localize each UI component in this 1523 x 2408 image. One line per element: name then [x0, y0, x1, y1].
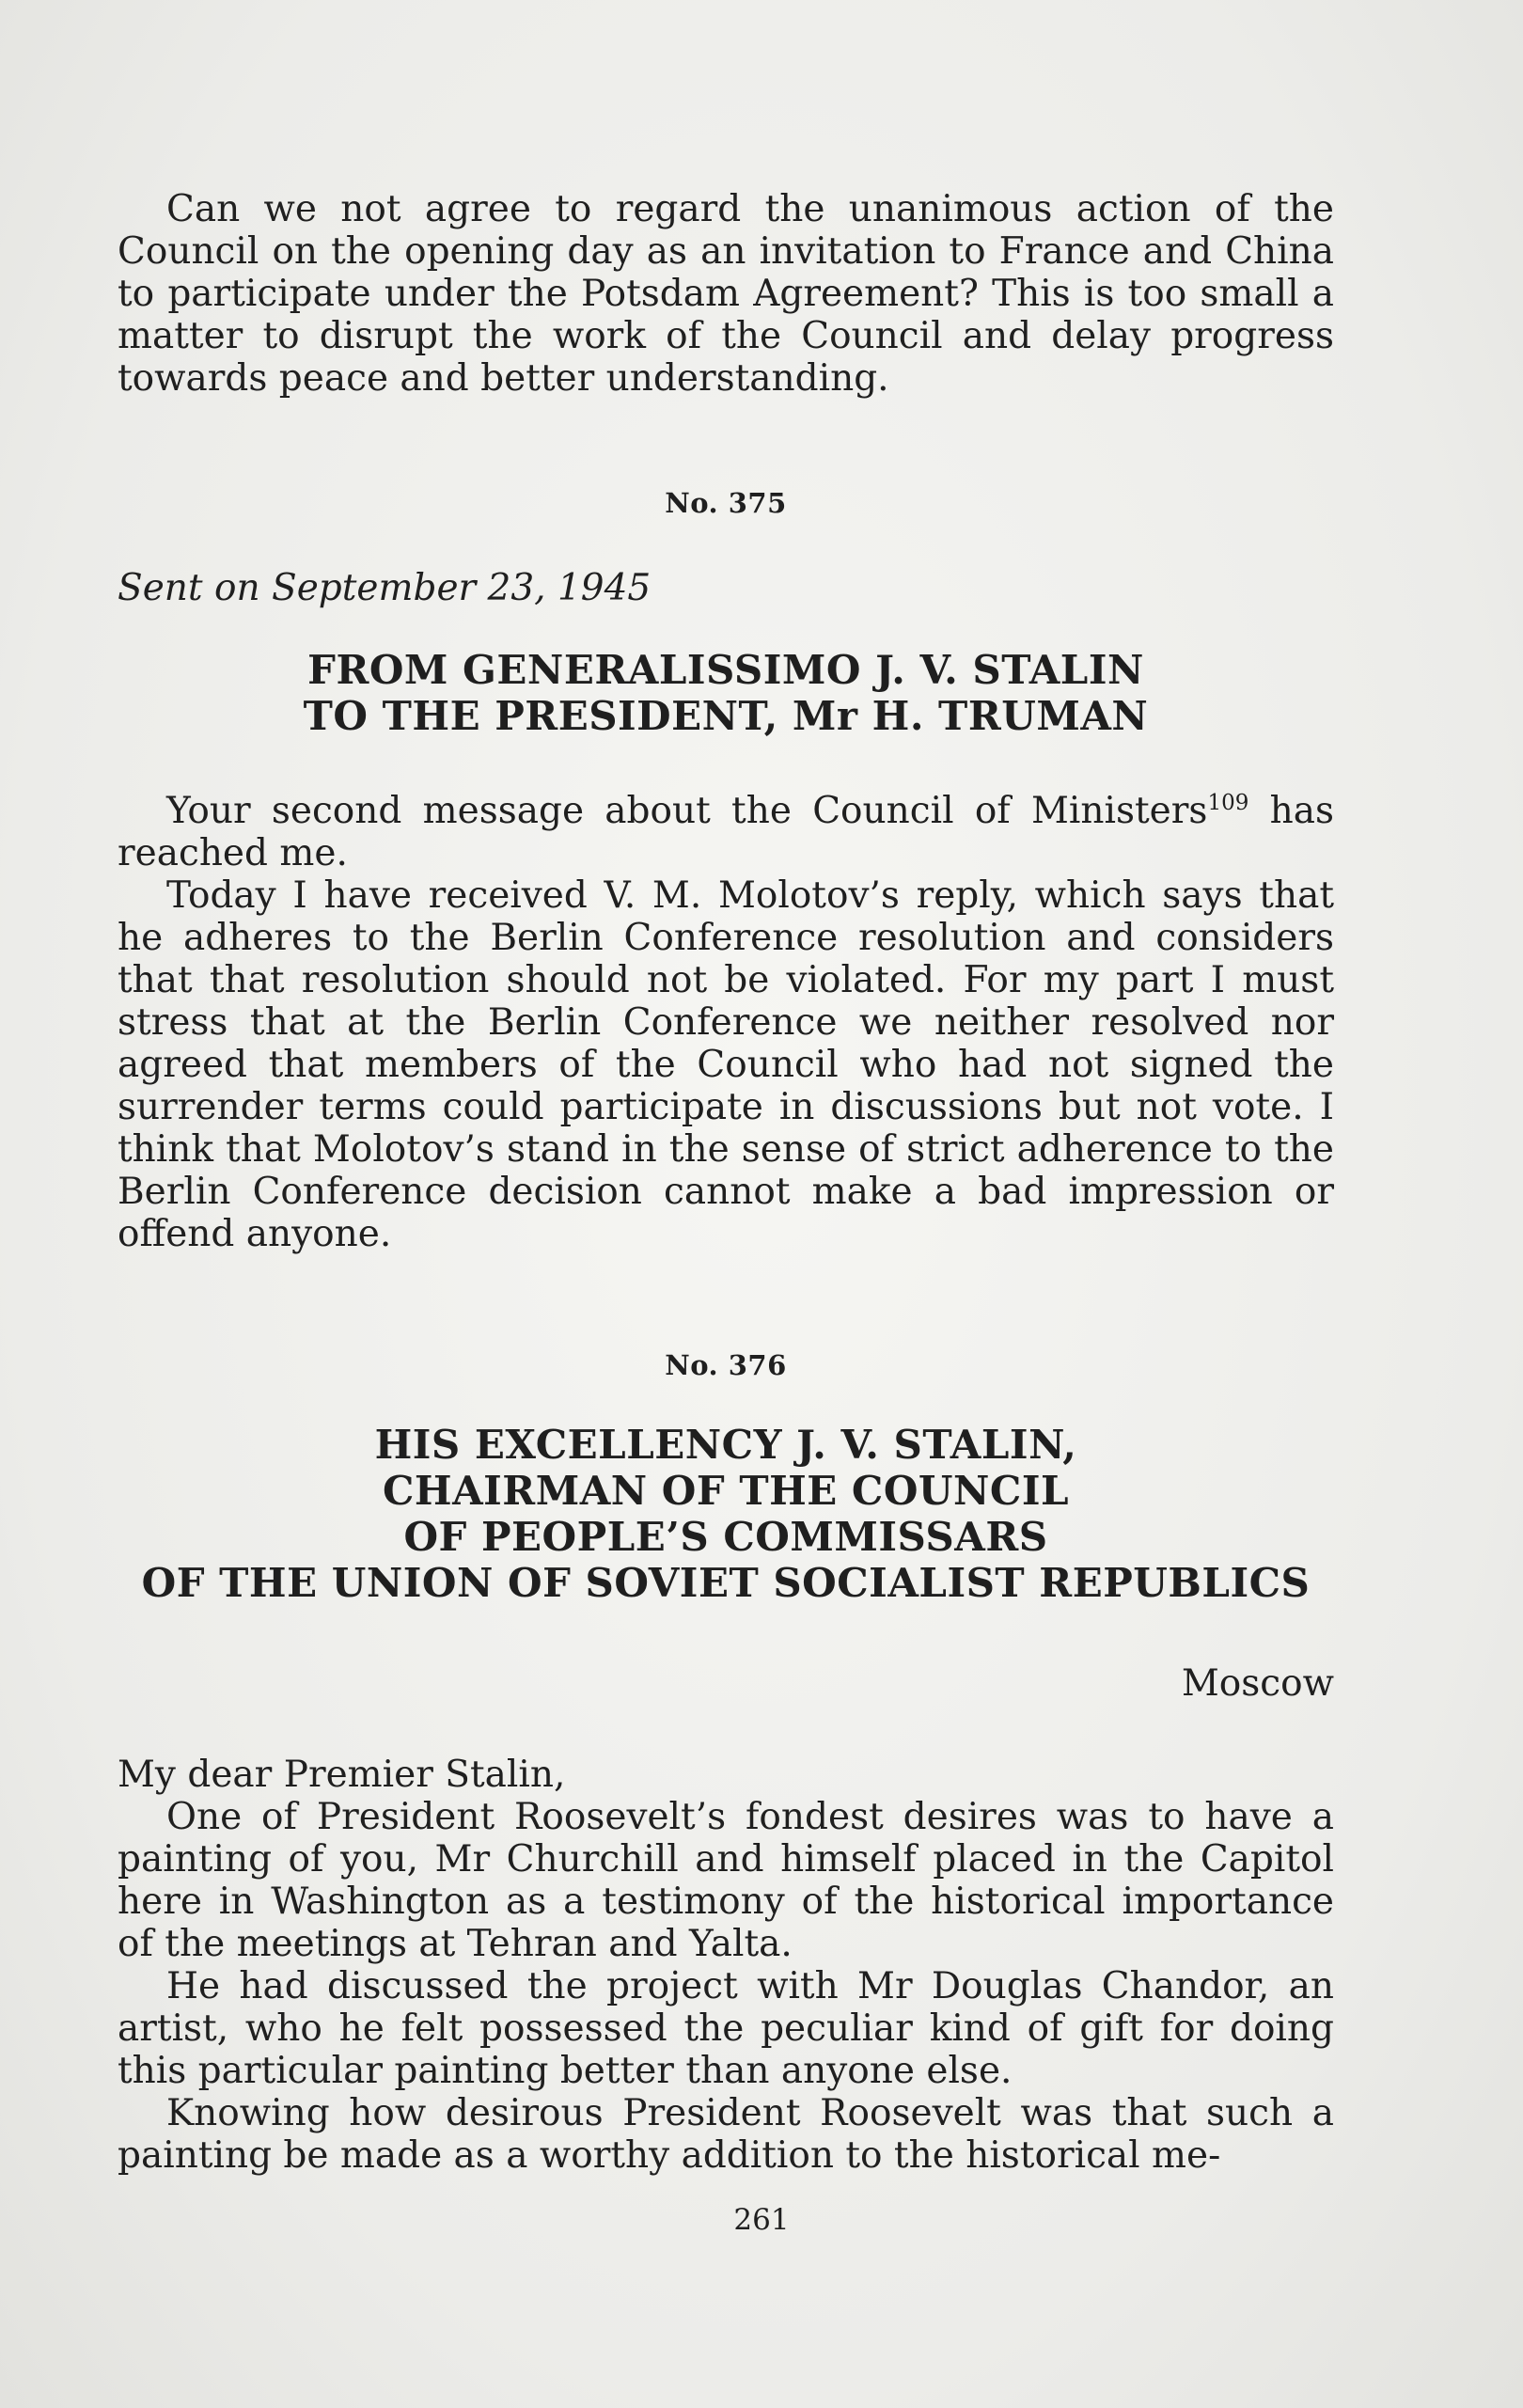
stalin-paragraph-1 — [118, 790, 1334, 874]
footnote-marker: 109 — [1207, 791, 1249, 815]
heading-line: OF THE UNION OF SOVIET SOCIALIST REPUBLICS — [141, 1560, 1311, 1606]
page-number: 261 — [733, 2203, 790, 2237]
letter-heading-375 — [118, 647, 1334, 739]
truman-paragraph-3: Knowing how desirous President Roosevelt was that such a painting be made as a worthy addition to the historical me- — [118, 2092, 1334, 2177]
truman-paragraph-2: He had discussed the project with Mr Douglas Chandor, an artist, who he felt possessed the peculiar kind of gift for doing this particular painting better than anyone else. — [118, 1965, 1334, 2092]
heading-line: TO THE PRESIDENT, Mr H. TRUMAN — [303, 693, 1149, 739]
intro-paragraph: Can we not agree to regard the unanimous action of the Council on the opening day as an invitation to France and China to participate under the Potsdam Agreement? This is too small a matter to disrupt the work of the Council and delay progress towards peace and better understanding. — [118, 188, 1334, 400]
heading-line: FROM GENERALISSIMO J. V. STALIN — [307, 647, 1144, 693]
heading-line: CHAIRMAN OF THE COUNCIL — [382, 1468, 1070, 1514]
sent-date-line: Sent on September 23, 1945 — [118, 567, 652, 609]
truman-paragraph-1: One of President Roosevelt’s fondest desires was to have a painting of you, Mr Churchill and himself placed in the Capitol here in Washington as a testimony of the historical importance of the meetings at Tehran and Yalta. — [118, 1796, 1334, 1965]
document-number-376: No. 376 — [665, 1349, 787, 1381]
paragraph-text: Your second message about the Council of Ministers — [166, 790, 1208, 832]
heading-line: HIS EXCELLENCY J. V. STALIN, — [374, 1422, 1077, 1468]
document-number-375: No. 375 — [665, 487, 787, 519]
paragraph-text: has reached me. — [118, 790, 1334, 874]
letter-heading-376 — [118, 1422, 1334, 1606]
salutation: My dear Premier Stalin, — [118, 1754, 566, 1796]
stalin-paragraph-2: Today I have received V. M. Molotov’s reply, which says that he adheres to the Berlin Conference resolution and considers that that resolution should not be violated. For my part I must stress that at the Berlin Conference we neither resolved nor agreed that members of the Council who had not signed the surrender terms could participate in discussions but not vote. I think that Molotov’s stand in the sense of strict adherence to the Berlin Conference decision cannot make a bad impression or offend anyone. — [118, 874, 1334, 1255]
heading-line: OF PEOPLE’S COMMISSARS — [403, 1514, 1048, 1560]
place-line: Moscow — [1181, 1662, 1334, 1705]
